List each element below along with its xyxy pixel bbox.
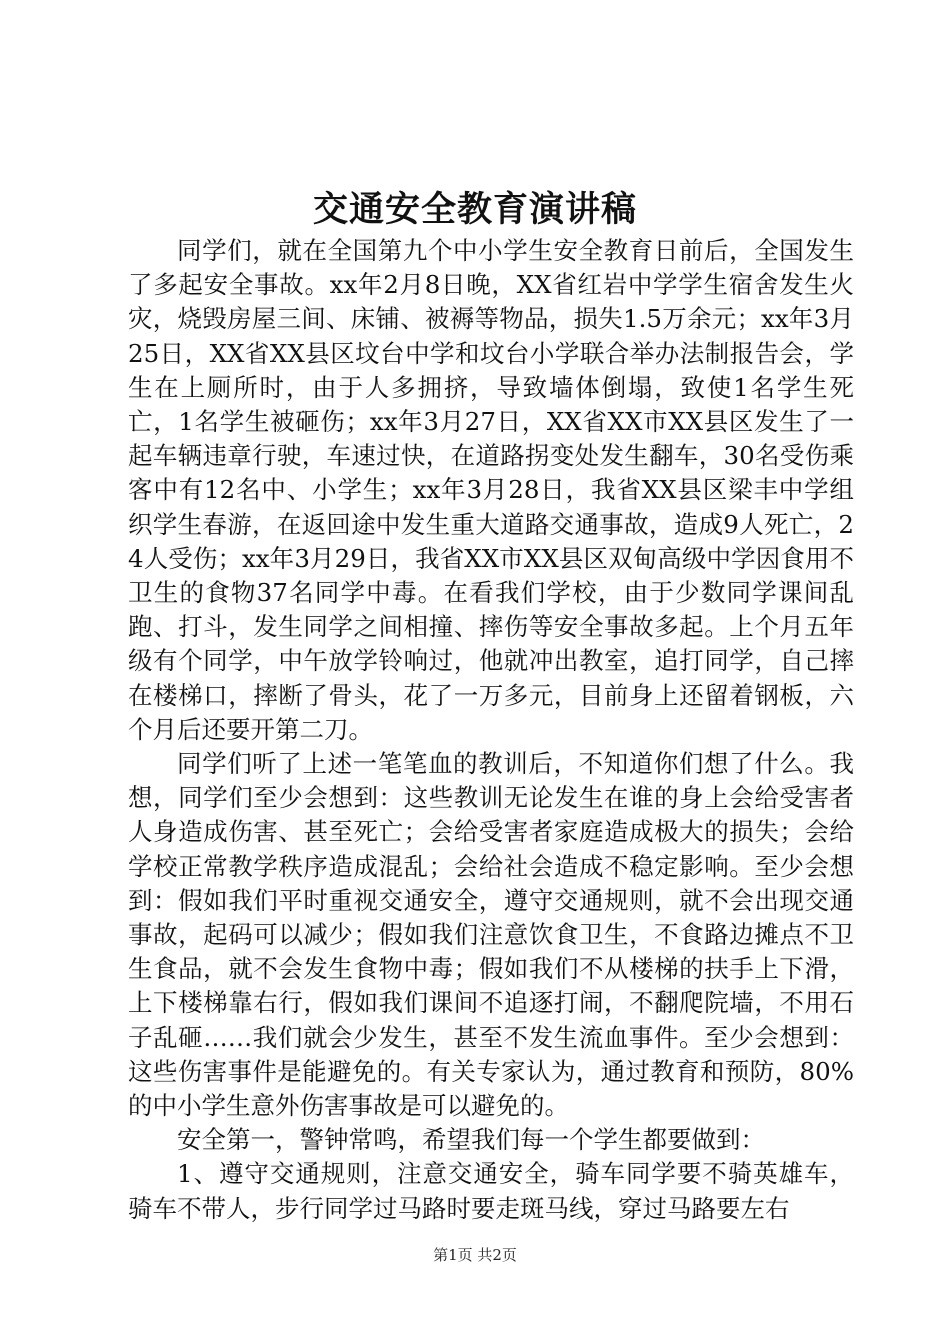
page-number-footer: 第1页 共2页	[433, 1246, 517, 1264]
paragraph-accidents: 同学们，就在全国第九个中小学生安全教育日前后，全国发生了多起安全事故。xx年2月8日晚，XX省红岩中学学生宿舍发生火灾，烧毁房屋三间、床铺、被褥等物品，损失1.5万余元；xx年3月25日，XX省XX县区坟台中学和坟台小学联合举办法制报告会，学生在上厕所时，由于人多拥挤，导致墙体倒塌，致使1名学生死亡，1名学生被砸伤；xx年3月27日，XX省XX市XX县区发生了一起车辆违章行驶，车速过快，在道路拐变处发生翻车，30名受伤乘客中有12名中、小学生；xx年3月28日，我省XX县区梁丰中学组织学生春游，在返回途中发生重大道路交通事故，造成9人死亡，24人受伤；xx年3月29日，我省XX市XX县区双甸高级中学因食用不卫生的食物37名同学中毒。在看我们学校，由于少数同学课间乱跑、打斗，发生同学之间相撞、摔伤等安全事故多起。上个月五年级有个同学，中午放学铃响过，他就冲出教室，追打同学，自己摔在楼梯口，摔断了骨头，花了一万多元，目前身上还留着钢板，六个月后还要开第二刀。	[128, 236, 854, 744]
document-title: 交通安全教育演讲稿	[312, 189, 637, 230]
paragraph-rule-1: 1、遵守交通规则，注意交通安全，骑车同学要不骑英雄车，骑车不带人，步行同学过马路时要走斑马线，穿过马路要左右	[128, 1159, 854, 1223]
paragraph-lessons: 同学们听了上述一笔笔血的教训后，不知道你们想了什么。我想，同学们至少会想到：这些教训无论发生在谁的身上会给受害者人身造成伤害、甚至死亡；会给受害者家庭造成极大的损失；会给学校正常教学秩序造成混乱；会给社会造成不稳定影响。至少会想到：假如我们平时重视交通安全，遵守交通规则，就不会出现交通事故，起码可以减少；假如我们注意饮食卫生，不食路边摊点不卫生食品，就不会发生食物中毒；假如我们不从楼梯的扶手上下滑，上下楼梯靠右行，假如我们课间不追逐打闹，不翻爬院墙，不用石子乱砸……我们就会少发生，甚至不发生流血事件。至少会想到：这些伤害事件是能避免的。有关专家认为，通过教育和预防，80%的中小学生意外伤害事故是可以避免的。	[128, 749, 854, 1121]
document-body	[128, 234, 854, 1226]
paragraph-safety-first: 安全第一，警钟常鸣，希望我们每一个学生都要做到：	[177, 1125, 765, 1155]
